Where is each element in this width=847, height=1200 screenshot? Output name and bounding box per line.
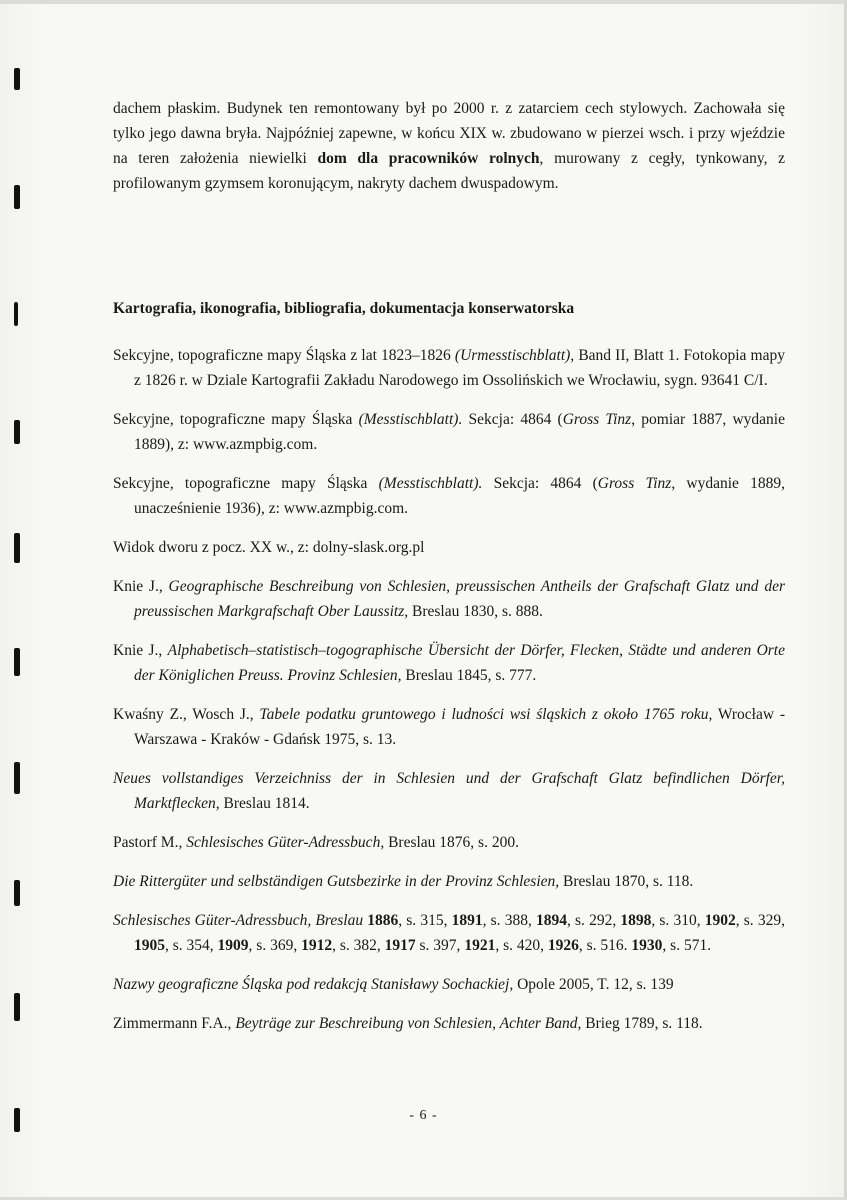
binder-hole-mark [14,648,20,676]
bibliography-entry: Pastorf M., Schlesisches Güter-Adressbuch, Breslau 1876, s. 200. [113,834,519,851]
page-edge-top [0,0,847,4]
bibliography-entry: Kwaśny Z., Wosch J., Tabele podatku gruntowego i ludności wsi śląskich z około 1765 roku, Wrocław - Warszawa - Kraków - Gdańsk 1975, s. 13. [113,706,785,748]
bibliography-entry: Sekcyjne, topograficzne mapy Śląska z lat 1823–1826 (Urmesstischblatt), Band II, Blatt 1. Fotokopia mapy z 1826 r. w Dziale Kartografii Zakładu Narodowego im Ossolińskich we Wrocławiu, sygn. 93641 C/I. [113,347,785,389]
bibliography-entry: Nazwy geograficzne Śląska pod redakcją Stanisławy Sochackiej, Opole 2005, T. 12, s. 139 [113,976,674,993]
binder-hole-mark [14,68,20,90]
bibliography-entry: Sekcyjne, topograficzne mapy Śląska (Messtischblatt). Sekcja: 4864 (Gross Tinz, pomiar 1887, wydanie 1889), z: www.azmpbig.com. [113,411,785,453]
binder-hole-mark [14,880,20,906]
bibliography-entry: Zimmermann F.A., Beyträge zur Beschreibung von Schlesien, Achter Band, Brieg 1789, s. 118. [113,1015,703,1032]
binder-hole-mark [14,762,20,794]
page-number: - 6 - [409,1108,438,1123]
binder-hole-mark [14,993,20,1021]
intro-bold-text: dom dla pracowników rolnych [317,150,540,167]
intro-text-end: , murowany z cegły, tynkowany, z profilowanym gzymsem koronującym, nakryty dachem dwuspadowym. [113,150,786,192]
bibliography-entry: Knie J., Alphabetisch–statistisch–togographische Übersicht der Dörfer, Flecken, Städte und anderen Orte der Königlichen Preuss. Provinz Schlesien, Breslau 1845, s. 777. [113,642,785,684]
bibliography-entry: Sekcyjne, topograficzne mapy Śląska (Messtischblatt). Sekcja: 4864 (Gross Tinz, wydanie 1889, unacześnienie 1936), z: www.azmpbig.com. [113,475,785,517]
bibliography-entry: Knie J., Geographische Beschreibung von Schlesien, preussischen Antheils der Grafschaft Glatz und der preussischen Markgrafschaft Ober Laussitz, Breslau 1830, s. 888. [113,578,785,620]
bibliography-entry: Neues vollstandiges Verzeichniss der in Schlesien und der Grafschaft Glatz befindlichen Dörfer, Marktflecken, Breslau 1814. [113,770,785,812]
section-heading: Kartografia, ikonografia, bibliografia, dokumentacja konserwatorska [113,300,575,317]
document-body [113,96,785,1050]
intro-text: dachem płaskim. Budynek ten remontowany był po 2000 r. z zatarciem cech stylowych. Zachowała się tylko jego dawna bryła. Najpóźniej zapewne, w końcu XIX w. zbudowano w pierzei wsch. i przy wjeździe na teren założenia niewielki [113,100,785,167]
binder-hole-mark [14,420,20,444]
binder-hole-mark [14,302,18,326]
bibliography-entry: Widok dworu z pocz. XX w., z: dolny-slask.org.pl [113,539,425,556]
binder-hole-mark [14,185,20,209]
bibliography-entry: Die Rittergüter und selbständigen Gutsbezirke in der Provinz Schlesien, Breslau 1870, s. 118. [113,873,694,890]
bibliography-entry-adressbuch: Schlesisches Güter-Adressbuch, Breslau 1886, s. 315, 1891, s. 388, 1894, s. 292, 1898, s. 310, 1902, s. 329, 1905, s. 354, 1909, s. 369, 1912, s. 382, 1917 s. 397, 1921, s. 420, 1926, s. 516. 1930, s. 571. [113,912,785,954]
intro-paragraph [113,96,785,196]
binder-hole-mark [14,533,20,563]
bibliography-list [113,343,785,1036]
